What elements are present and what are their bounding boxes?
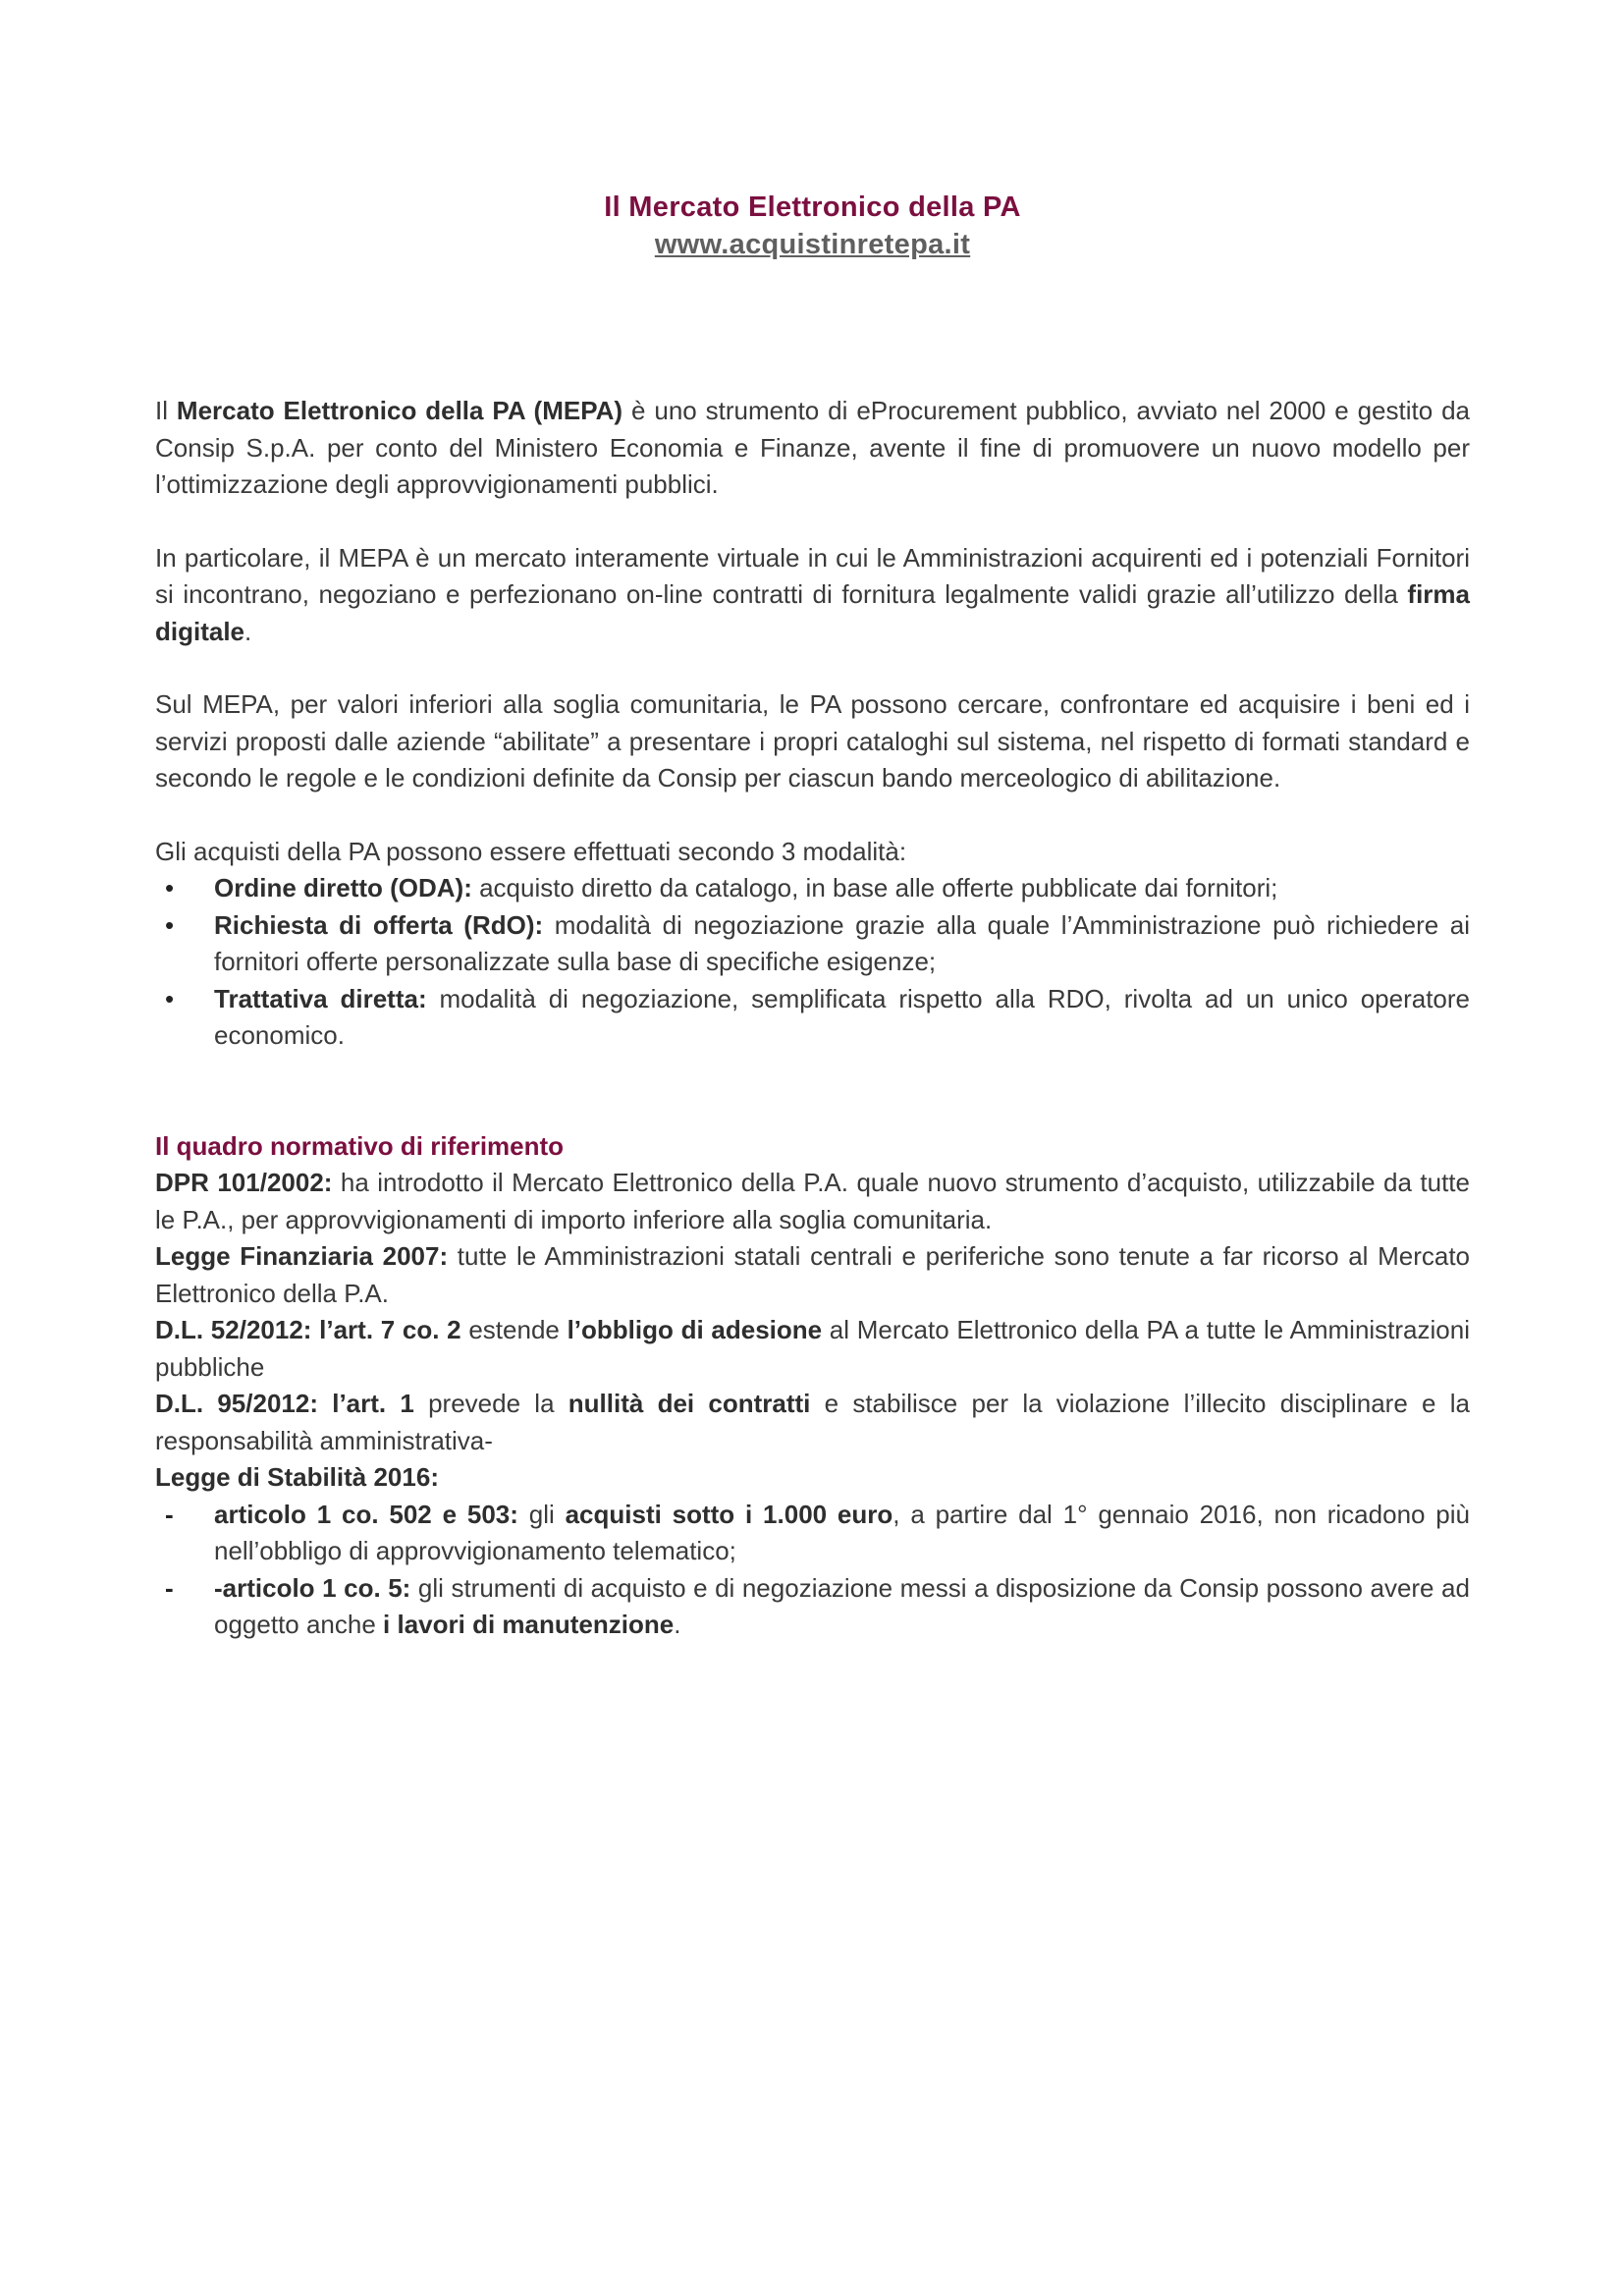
text-run: , a partire dal 1° gennaio 2016, non ricadono più nell’obbligo di approvvigionamento telematico; [214,1499,1471,1565]
bullet-icon: • [165,983,175,1013]
dash-icon: - [165,1572,174,1603]
dl52-paragraph [155,1312,1470,1386]
bold-text: nullità dei contratti [568,1389,811,1418]
text-run: In particolare, il MEPA è un mercato interamente virtuale in cui le Amministrazioni acquirenti ed i potenziali Fornitori si incontrano, negoziano e perfezionano on-line contratti di fornitura legalmente validi grazie all’utilizzo della [155,542,1470,609]
document-title: Il Mercato Elettronico della PA [604,191,1021,223]
text-run: . [244,616,252,646]
bold-text: i lavori di manutenzione [383,1610,675,1639]
dpr-paragraph [155,1165,1470,1238]
list-item-label: Trattativa diretta: [214,983,427,1013]
title-block [155,0,1470,263]
list-item [155,1570,1470,1644]
list-item [155,981,1470,1055]
list-item-label: articolo 1 co. 502 e 503: [214,1499,518,1529]
list-item [155,870,1470,907]
section-heading: Il quadro normativo di riferimento [155,1130,565,1161]
text-run: . [674,1610,681,1639]
text-run: gli strumenti di acquisto e di negoziazione messi a disposizione da Consip possono avere ad oggetto anche [214,1572,1470,1639]
list-item-text: modalità di negoziazione, semplificata rispetto alla RDO, rivolta ad un unico operatore economico. [214,983,1470,1050]
dl95-paragraph [155,1386,1470,1459]
text-run: ha introdotto il Mercato Elettronico della P.A. quale nuovo strumento d’acquisto, utilizzabile da tutte le P.A., per approvvigionamenti di importo inferiore alla soglia comunitaria. [155,1168,1470,1234]
bold-text: DPR 101/2002: [155,1168,333,1197]
bold-text: Mercato Elettronico della PA (MEPA) [176,396,623,425]
text-run: Il [155,396,177,425]
modalities-intro: Gli acquisti della PA possono essere effettuati secondo 3 modalità: [155,836,907,866]
bold-text: D.L. 52/2012: l’art. 7 co. 2 [155,1315,461,1344]
text-run: e stabilisce per la violazione l’illecito disciplinare e la responsabilità amministrativa- [155,1389,1470,1455]
website-link[interactable]: www.acquistinretepa.it [654,229,971,260]
list-item [155,907,1470,981]
modalities-list [155,870,1470,1055]
text-run: è uno strumento di eProcurement pubblico, avviato nel 2000 e gestito da Consip S.p.A. per conto del Ministero Economia e Finanze, avente il fine di promuovere un nuovo modello per l’ottimizzazione degli approvvigionamenti pubblici. [155,396,1471,499]
text-run: estende [460,1315,568,1344]
stabilita-heading [155,1459,1470,1497]
list-item-label: -articolo 1 co. 5: [214,1572,411,1603]
text-run: tutte le Amministrazioni statali centrali e periferiche sono tenute a far ricorso al Mercato Elettronico della P.A. [155,1241,1471,1308]
bullet-icon: • [165,909,175,940]
list-item [155,1497,1470,1570]
bold-text: Legge Finanziaria 2007: [155,1241,449,1271]
bold-text: firma digitale [155,579,1470,646]
virtual-market-paragraph [155,540,1470,651]
bold-text: D.L. 95/2012: l’art. 1 [155,1389,414,1418]
finanziaria-paragraph [155,1238,1470,1312]
purchase-paragraph: Sul MEPA, per valori inferiori alla soglia comunitaria, le PA possono cercare, confrontare ed acquisire i beni ed i servizi proposti dalle aziende “abilitate” a presentare i propri cataloghi sul sistema, nel rispetto di formati standard e secondo le regole e le condizioni definite da Consip per ciascun bando merceologico di abilitazione. [155,689,1470,793]
bold-text: l’obbligo di adesione [567,1315,823,1344]
stabilita-list [155,1497,1470,1644]
dash-icon: - [165,1499,174,1529]
bold-text: acquisti sotto i 1.000 euro [565,1499,893,1529]
list-item-text: modalità di negoziazione grazie alla quale l’Amministrazione può richiedere ai fornitori offerte personalizzate sulla base di specifiche esigenze; [214,909,1470,976]
text-run: al Mercato Elettronico della PA a tutte le Amministrazioni pubbliche [155,1315,1470,1382]
list-item-text: acquisto diretto da catalogo, in base alle offerte pubblicate dai fornitori; [471,873,1278,902]
bullet-icon: • [165,873,175,902]
document-body [155,393,1470,1644]
list-item-label: Richiesta di offerta (RdO): [214,909,544,940]
intro-paragraph [155,393,1470,504]
list-item-label: Ordine diretto (ODA): [214,873,472,902]
text-run: gli [517,1499,566,1529]
text-run: prevede la [413,1389,568,1418]
bold-text: Legge di Stabilità 2016: [155,1462,439,1492]
